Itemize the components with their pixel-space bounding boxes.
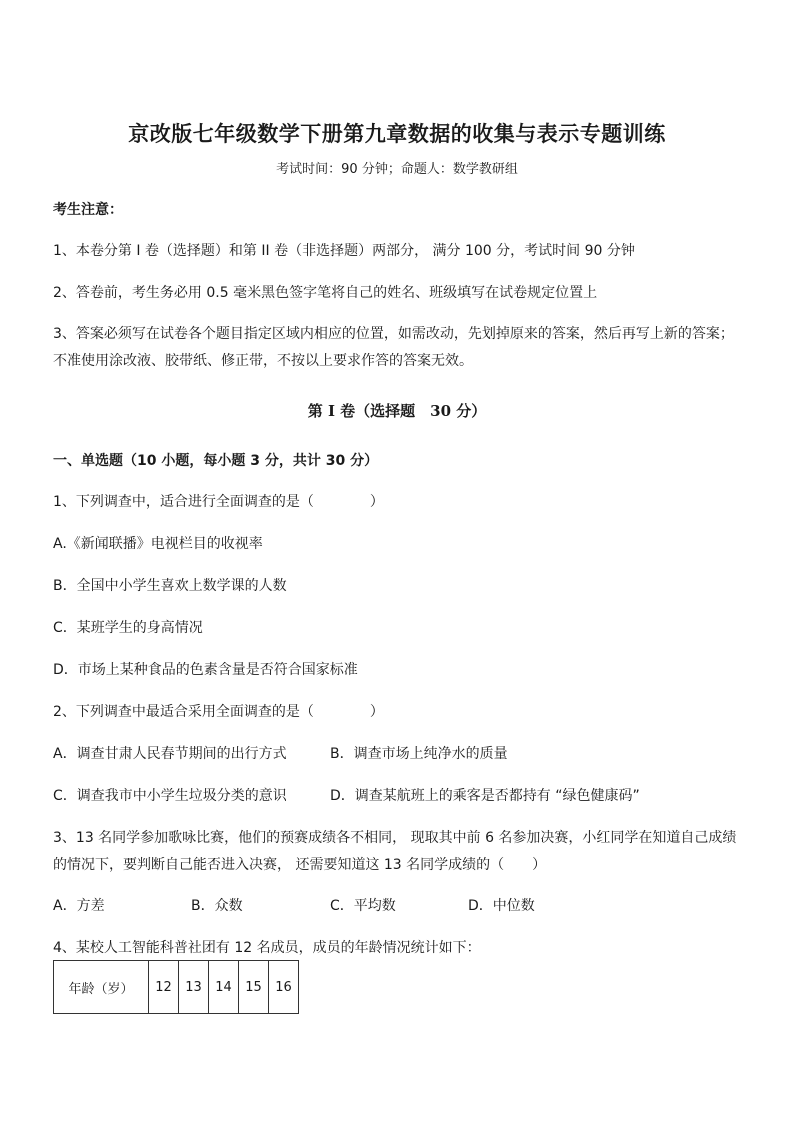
notice-item-2: 2、答卷前，考生务必用 0.5 毫米黑色签字笔将自己的姓名、班级填写在试卷规定位置上 — [53, 285, 598, 301]
age-table — [53, 960, 299, 1014]
table-row — [54, 961, 299, 1014]
age-cell: 12 — [149, 961, 179, 1014]
question-2-stem: 2、下列调查中最适合采用全面调查的是（ ） — [53, 704, 384, 720]
question-2-option-b: B．调查市场上纯净水的质量 — [330, 746, 508, 762]
age-cell: 13 — [179, 961, 209, 1014]
question-1-stem: 1、下列调查中，适合进行全面调查的是（ ） — [53, 494, 384, 510]
age-table-header: 年龄（岁） — [54, 961, 149, 1014]
question-3-option-d: D．中位数 — [468, 898, 535, 914]
age-cell: 15 — [239, 961, 269, 1014]
question-2-option-c: C．调查我市中小学生垃圾分类的意识 — [53, 788, 287, 804]
age-cell: 16 — [269, 961, 299, 1014]
question-1-option-d: D．市场上某种食品的色素含量是否符合国家标准 — [53, 662, 358, 678]
question-2-option-d: D．调查某航班上的乘客是否都持有 “绿色健康码” — [330, 788, 640, 804]
page-title: 京改版七年级数学下册第九章数据的收集与表示专题训练 — [128, 121, 666, 146]
section-title: 第 I 卷（选择题 30 分） — [307, 402, 487, 420]
notice-item-1: 1、本卷分第 I 卷（选择题）和第 II 卷（非选择题）两部分， 满分 100 分，考试时间 90 分钟 — [53, 243, 635, 259]
notice-heading: 考生注意： — [53, 202, 123, 218]
question-1-option-c: C．某班学生的身高情况 — [53, 620, 203, 636]
question-3-option-c: C．平均数 — [330, 898, 396, 914]
question-3-option-b: B．众数 — [191, 898, 243, 914]
question-3-option-a: A．方差 — [53, 898, 105, 914]
question-3-stem: 3、13 名同学参加歌咏比赛，他们的预赛成绩各不相同， 现取其中前 6 名参加决赛，小红同学在知道自己成绩的情况下，要判断自己能否进入决赛， 还需要知道这 13 名同学成绩的（ ） — [53, 830, 737, 873]
notice-item-3: 3、答案必须写在试卷各个题目指定区域内相应的位置，如需改动，先划掉原来的答案，然后再写上新的答案；不准使用涂改液、胶带纸、修正带，不按以上要求作答的答案无效。 — [53, 326, 734, 369]
question-1-option-a: A.《新闻联播》电视栏目的收视率 — [53, 536, 263, 552]
question-2-option-a: A．调查甘肃人民春节期间的出行方式 — [53, 746, 287, 762]
exam-info: 考试时间：90 分钟；命题人：数学教研组 — [276, 162, 518, 177]
question-4-stem: 4、某校人工智能科普社团有 12 名成员，成员的年龄情况统计如下： — [53, 940, 481, 956]
age-cell: 14 — [209, 961, 239, 1014]
question-1-option-b: B．全国中小学生喜欢上数学课的人数 — [53, 578, 287, 594]
part-heading: 一、单选题（10 小题，每小题 3 分，共计 30 分） — [53, 453, 379, 469]
